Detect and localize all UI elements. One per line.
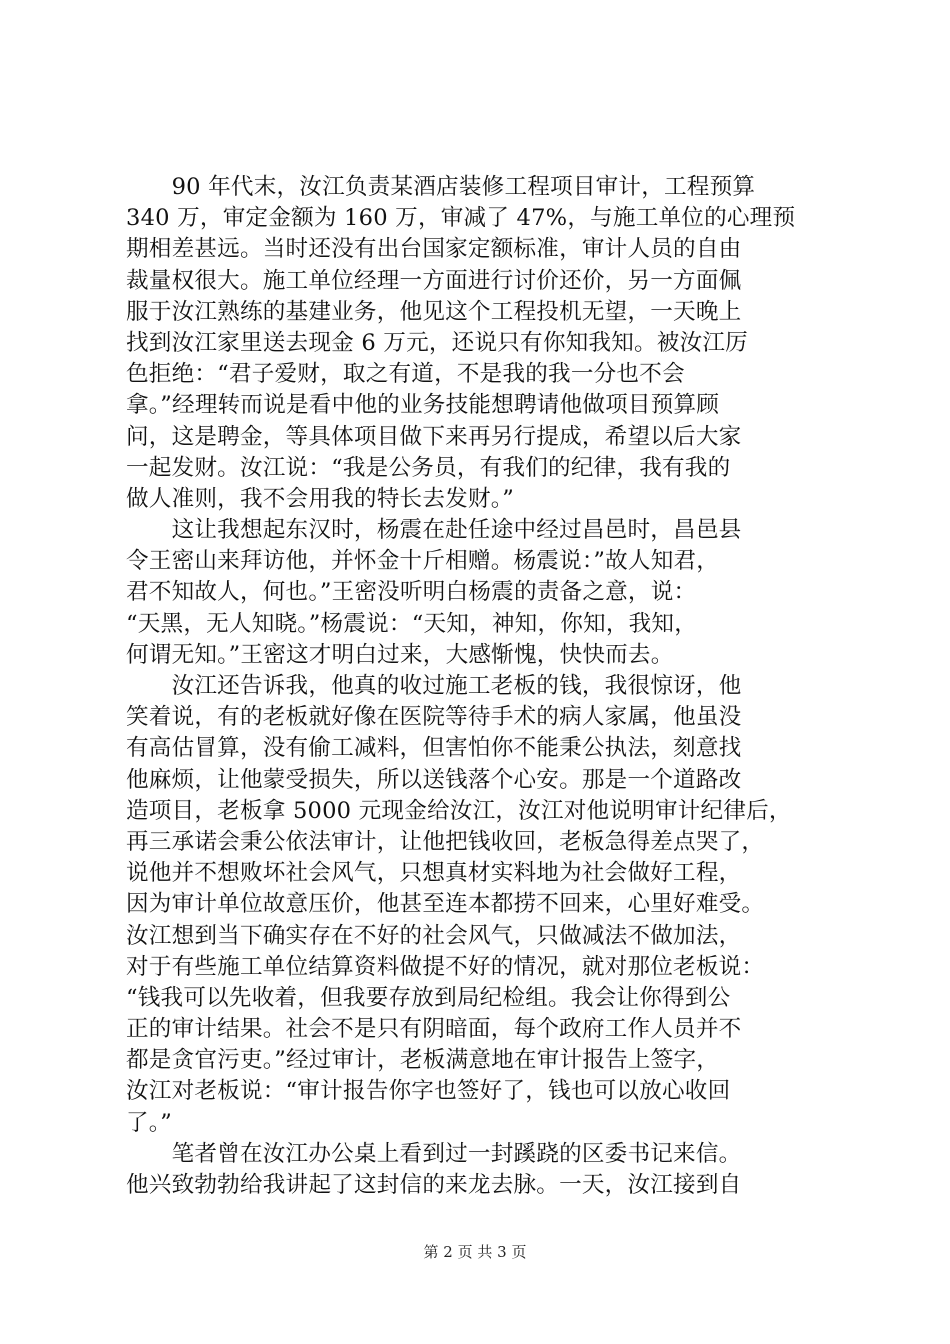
text-line: “天黑，无人知晓。”杨震说：“天知，神知，你知，我知， <box>126 610 698 637</box>
page-footer: 第 2 页 共 3 页 <box>423 1243 527 1261</box>
text-line: 笔者曾在汝江办公桌上看到过一封蹊跷的区委书记来信。 <box>126 1140 742 1167</box>
text-line: 90 年代末，汝江负责某酒店装修工程项目审计，工程预算 <box>126 174 756 200</box>
text-line: 他麻烦，让他蒙受损失，所以送钱落个心安。那是一个道路改 <box>126 766 742 793</box>
text-line: 都是贪官污吏。”经过审计，老板满意地在审计报告上签字， <box>126 1047 720 1074</box>
text-line: 君不知故人，何也。”王密没听明白杨震的责备之意，说： <box>126 579 697 606</box>
text-line: 问，这是聘金，等具体项目做下来再另行提成，希望以后大家 <box>126 423 742 450</box>
text-line: 再三承诺会秉公依法审计，让他把钱收回，老板急得差点哭了， <box>126 828 765 855</box>
text-line: 做人准则，我不会用我的特长去发财。” <box>126 485 514 512</box>
text-line: 令王密山来拜访他，并怀金十斤相赠。杨震说：”故人知君， <box>126 548 720 575</box>
text-line: 拿。”经理转而说是看中他的业务技能想聘请他做项目预算顾 <box>126 392 720 419</box>
text-line: 服于汝江熟练的基建业务，他见这个工程投机无望，一天晚上 <box>126 298 742 325</box>
text-line: 有高估冒算，没有偷工减料，但害怕你不能秉公执法，刻意找 <box>126 735 742 762</box>
text-line: 340 万，审定金额为 160 万，审减了 47%，与施工单位的心理预 <box>126 205 796 232</box>
text-line: 这让我想起东汉时，杨震在赴任途中经过昌邑时，昌邑县 <box>126 517 742 544</box>
text-line: 因为审计单位故意压价，他甚至连本都捞不回来，心里好难受。 <box>126 891 765 918</box>
text-line: 汝江对老板说：“审计报告你字也签好了，钱也可以放心收回 <box>126 1078 731 1105</box>
text-line: 造项目，老板拿 5000 元现金给汝江，汝江对他说明审计纪律后， <box>126 797 792 824</box>
text-line: 对于有些施工单位结算资料做提不好的情况，就对那位老板说： <box>126 953 765 980</box>
text-line: 他兴致勃勃给我讲起了这封信的来龙去脉。一天，汝江接到自 <box>126 1172 742 1198</box>
text-line: 一起发财。汝江说：“我是公务员，有我们的纪律，我有我的 <box>126 454 731 481</box>
text-line: “钱我可以先收着，但我要存放到局纪检组。我会让你得到公 <box>126 984 731 1011</box>
text-line: 何谓无知。”王密这才明白过来，大感惭愧，快快而去。 <box>126 641 674 668</box>
text-line: 色拒绝：“君子爱财，取之有道，不是我的我一分也不会 <box>126 361 685 388</box>
text-line: 笑着说，有的老板就好像在医院等待手术的病人家属，他虽没 <box>126 704 742 731</box>
text-line: 期相差甚远。当时还没有出台国家定额标准，审计人员的自由 <box>126 236 742 263</box>
text-line: 汝江还告诉我，他真的收过施工老板的钱，我很惊讶，他 <box>126 673 742 699</box>
text-line: 找到汝江家里送去现金 6 万元，还说只有你知我知。被汝江厉 <box>126 329 748 356</box>
text-line: 汝江想到当下确实存在不好的社会风气，只做减法不做加法， <box>126 922 742 949</box>
text-line: 裁量权很大。施工单位经理一方面进行讨价还价，另一方面佩 <box>126 267 742 294</box>
body-text <box>126 172 832 1201</box>
text-line: 正的审计结果。社会不是只有阴暗面，每个政府工作人员并不 <box>126 1016 742 1043</box>
text-line: 说他并不想败坏社会风气，只想真材实料地为社会做好工程， <box>126 860 742 887</box>
text-line: 了。” <box>126 1109 173 1136</box>
